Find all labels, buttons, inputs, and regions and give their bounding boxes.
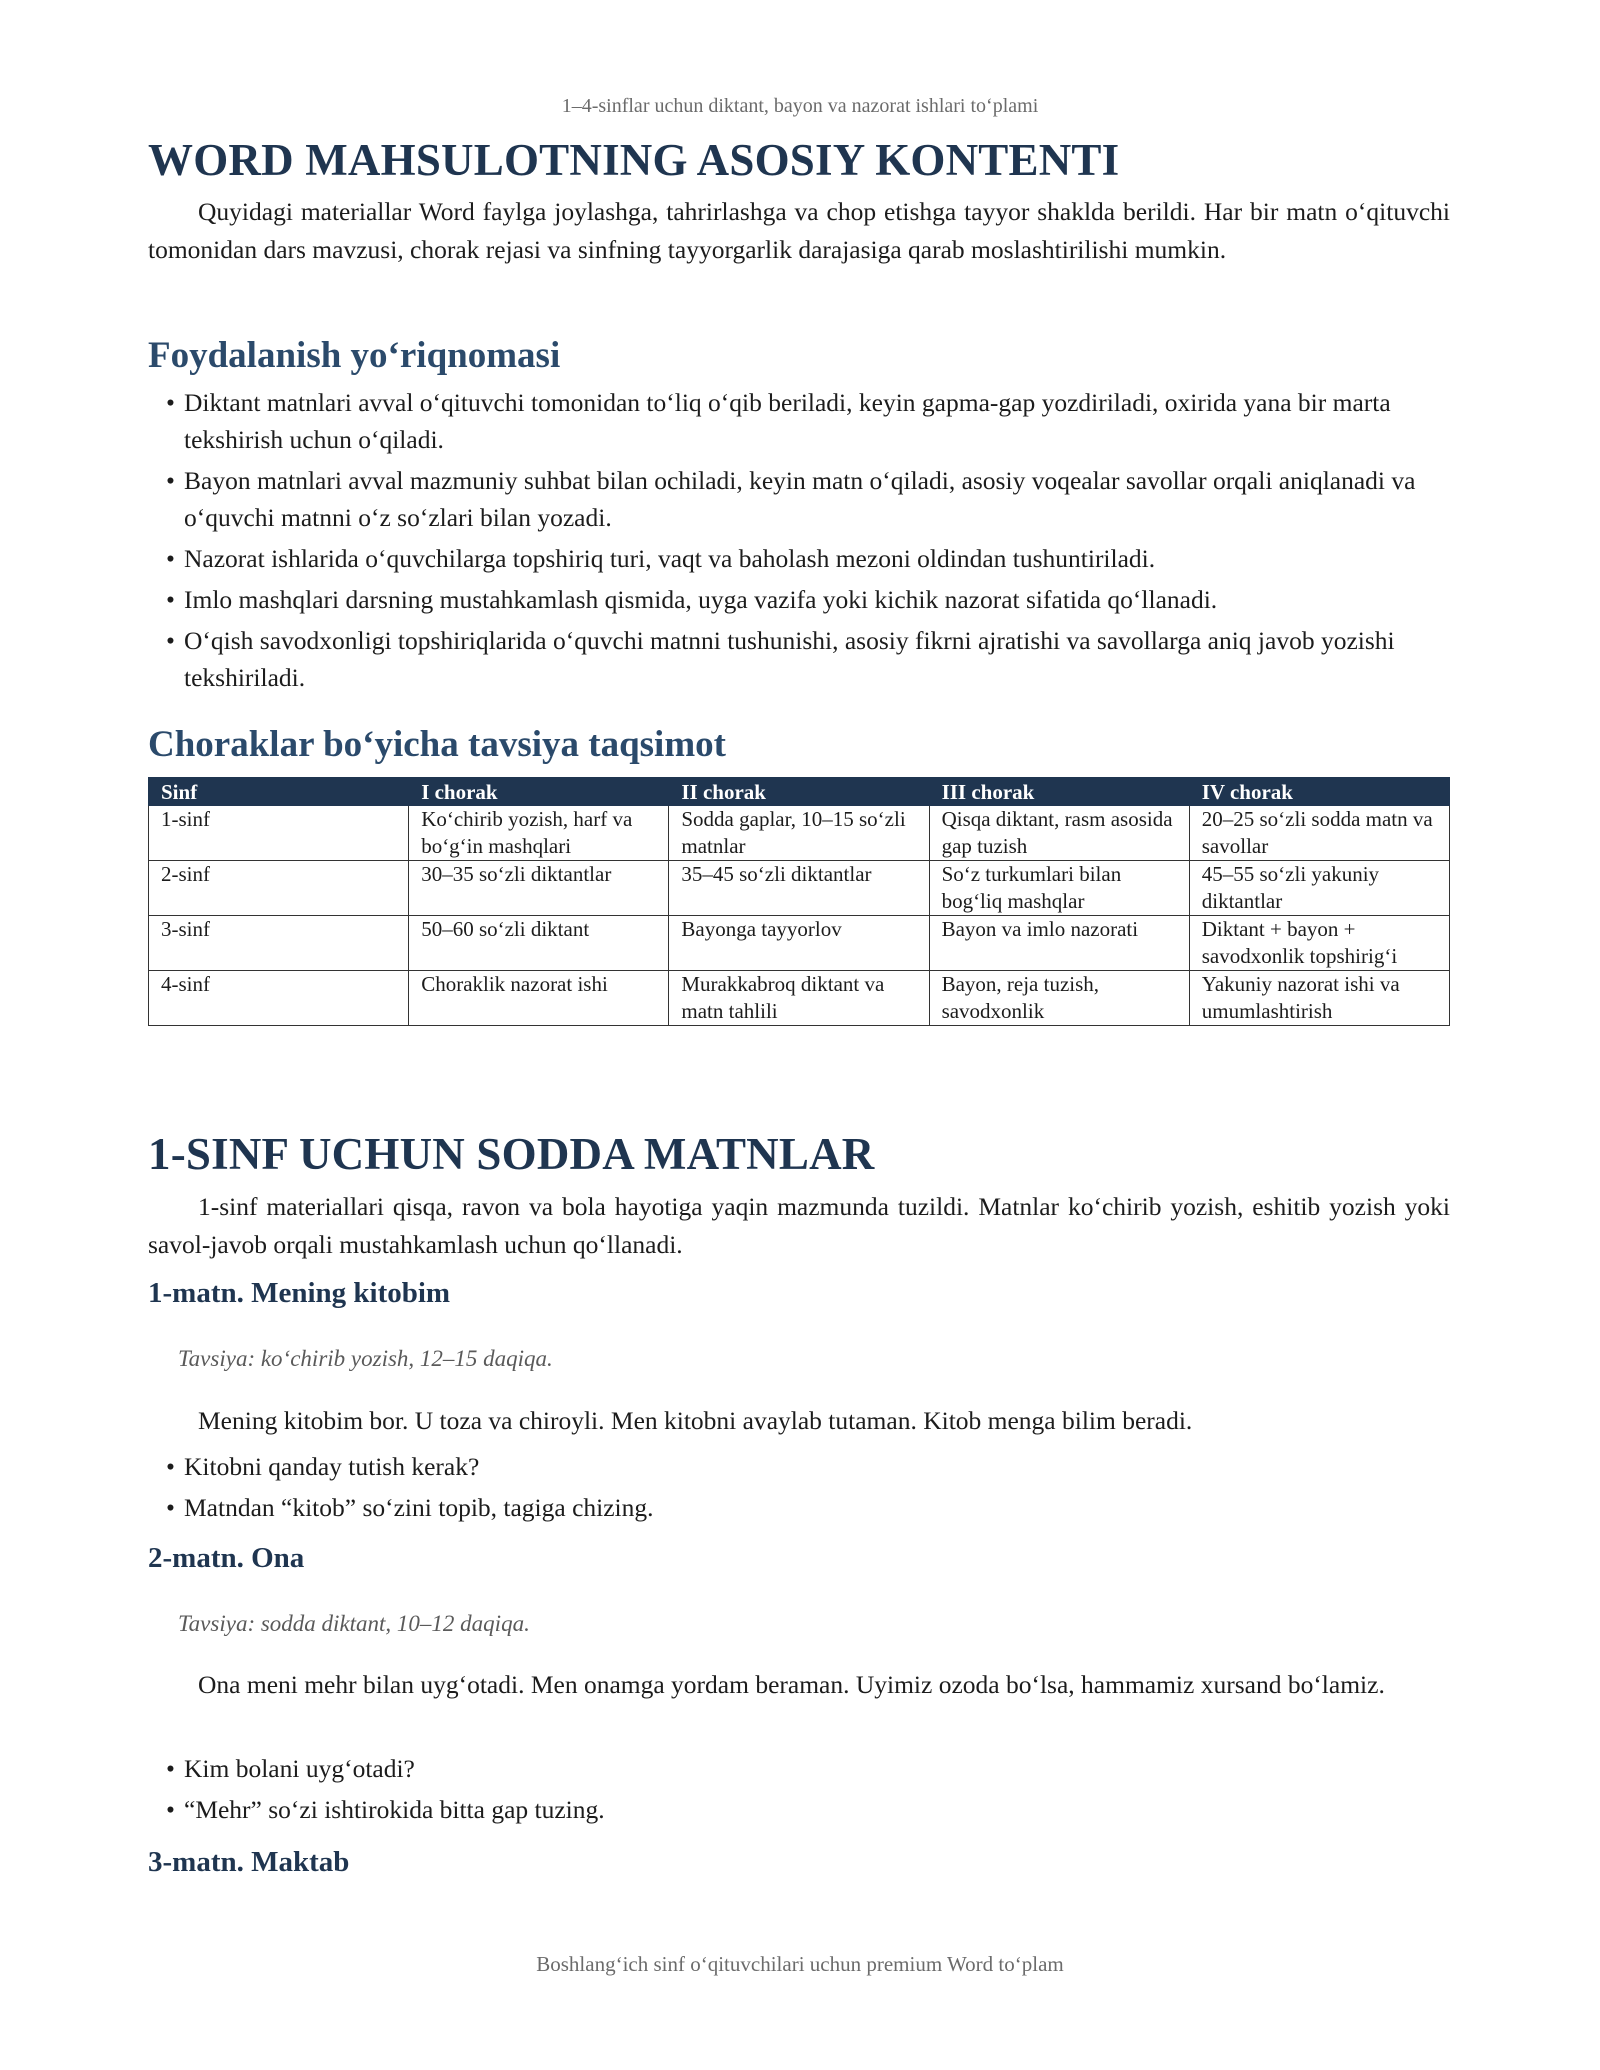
table-cell: Diktant + bayon + savodxonlik topshirig‘i [1189, 916, 1449, 971]
guide-item-text: Bayon matnlari avval mazmuniy suhbat bilan ochiladi, keyin matn o‘qiladi, asosiy voqealar savollar orqali aniqlanadi va o‘quvchi matnni o‘z so‘zlari bilan yozadi. [184, 466, 1416, 532]
question-text: Kim bolani uyg‘otadi? [184, 1754, 415, 1783]
table-cell: Murakkabroq diktant va matn tahlili [669, 971, 929, 1026]
table-cell: Yakuniy nazorat ishi va umumlashtirish [1189, 971, 1449, 1026]
question-item [166, 1750, 1456, 1787]
table-cell: 4-sinf [149, 971, 409, 1026]
question-item [166, 1791, 1456, 1828]
table-row [149, 806, 1450, 861]
text-title: 2-matn. Ona [148, 1542, 305, 1574]
text-body: Mening kitobim bor. U toza va chiroyli. Men kitobni avaylab tutaman. Kitob menga bilim beradi. [198, 1406, 1193, 1435]
table-header-cell: IV chorak [1189, 778, 1449, 806]
guide-list-item [166, 581, 1456, 618]
grade-one-intro-paragraph: 1-sinf materiallari qisqa, ravon va bola hayotiga yaqin mazmunda tuzildi. Matnlar ko‘chirib yozish, eshitib yozish yoki savol-javob orqali mustahkamlash uchun qo‘llanadi. [148, 1192, 1450, 1259]
table-header-cell: Sinf [149, 778, 409, 806]
table-cell: 50–60 so‘zli diktant [409, 916, 669, 971]
guide-heading: Foydalanish yo‘riqnomasi [148, 335, 561, 376]
table-header-row [149, 778, 1450, 806]
bullet-icon: • [166, 1493, 175, 1522]
question-text: Kitobni qanday tutish kerak? [184, 1452, 480, 1481]
running-footer: Boshlang‘ich sinf o‘qituvchilari uchun premium Word to‘plam [536, 1952, 1064, 1976]
table-cell: So‘z turkumlari bilan bog‘liq mashqlar [929, 861, 1189, 916]
recommendation-note: Tavsiya: sodda diktant, 10–12 daqiqa. [178, 1611, 530, 1636]
table-header-cell: II chorak [669, 778, 929, 806]
question-item [166, 1489, 1456, 1526]
guide-list-item [166, 622, 1456, 696]
table-header-cell: I chorak [409, 778, 669, 806]
guide-item-text: Nazorat ishlarida o‘quvchilarga topshiriq turi, vaqt va baholash mezoni oldindan tushuntiriladi. [184, 544, 1156, 573]
bullet-icon: • [166, 466, 175, 495]
text-title: 3-matn. Maktab [148, 1846, 350, 1878]
table-cell: Bayon va imlo nazorati [929, 916, 1189, 971]
bullet-icon: • [166, 544, 175, 573]
table-heading: Choraklar bo‘yicha tavsiya taqsimot [148, 724, 726, 765]
bullet-icon: • [166, 585, 175, 614]
text-title: 1-matn. Mening kitobim [148, 1277, 451, 1309]
table-cell: Bayon, reja tuzish, savodxonlik [929, 971, 1189, 1026]
table-cell: 45–55 so‘zli yakuniy diktantlar [1189, 861, 1449, 916]
guide-item-text: O‘qish savodxonligi topshiriqlarida o‘quvchi matnni tushunishi, asosiy fikrni ajratishi va savollarga aniq javob yozishi tekshiriladi. [184, 626, 1395, 692]
table-cell: 20–25 so‘zli sodda matn va savollar [1189, 806, 1449, 861]
bullet-icon: • [166, 626, 175, 655]
bullet-icon: • [166, 1754, 175, 1783]
question-list [148, 1750, 1456, 1832]
section-title-main-content: WORD MAHSULOTNING ASOSIY KONTENTI [148, 135, 1120, 185]
question-list [148, 1448, 1456, 1530]
table-row [149, 971, 1450, 1026]
guide-list-item [166, 462, 1456, 536]
bullet-icon: • [166, 1452, 175, 1481]
table-header-cell: III chorak [929, 778, 1189, 806]
table-cell: 1-sinf [149, 806, 409, 861]
table-cell: 3-sinf [149, 916, 409, 971]
table-cell: Sodda gaplar, 10–15 so‘zli matnlar [669, 806, 929, 861]
table-cell: 35–45 so‘zli diktantlar [669, 861, 929, 916]
recommendation-note: Tavsiya: ko‘chirib yozish, 12–15 daqiqa. [178, 1346, 553, 1371]
table-cell: Qisqa diktant, rasm asosida gap tuzish [929, 806, 1189, 861]
table-cell: Bayonga tayyorlov [669, 916, 929, 971]
table-cell: Choraklik nazorat ishi [409, 971, 669, 1026]
guide-list-item [166, 540, 1456, 577]
text-body: Ona meni mehr bilan uyg‘otadi. Men onamga yordam beraman. Uyimiz ozoda bo‘lsa, hammamiz xursand bo‘lamiz. [198, 1670, 1385, 1699]
section-title-grade-one: 1-SINF UCHUN SODDA MATNLAR [148, 1129, 875, 1179]
question-text: “Mehr” so‘zi ishtirokida bitta gap tuzing. [184, 1795, 605, 1824]
question-text: Matndan “kitob” so‘zini topib, tagiga chizing. [184, 1493, 654, 1522]
guide-item-text: Imlo mashqlari darsning mustahkamlash qismida, uyga vazifa yoki kichik nazorat sifatida qo‘llanadi. [184, 585, 1218, 614]
table-row [149, 916, 1450, 971]
guide-list [148, 384, 1456, 700]
bullet-icon: • [166, 388, 175, 417]
quarter-distribution-table [148, 777, 1450, 1026]
section-intro-paragraph: Quyidagi materiallar Word faylga joylashga, tahrirlashga va chop etishga tayyor shaklda berildi. Har bir matn o‘qituvchi tomonidan dars mavzusi, chorak rejasi va sinfning tayyorgarlik darajasiga qarab moslashtirilishi mumkin. [148, 197, 1450, 264]
table-cell: 30–35 so‘zli diktantlar [409, 861, 669, 916]
bullet-icon: • [166, 1795, 175, 1824]
question-item [166, 1448, 1456, 1485]
table-cell: Ko‘chirib yozish, harf va bo‘g‘in mashqlari [409, 806, 669, 861]
running-header: 1–4-sinflar uchun diktant, bayon va nazorat ishlari to‘plami [561, 95, 1039, 117]
table-cell: 2-sinf [149, 861, 409, 916]
guide-item-text: Diktant matnlari avval o‘qituvchi tomonidan to‘liq o‘qib beriladi, keyin gapma-gap yozdiriladi, oxirida yana bir marta tekshirish uchun o‘qiladi. [184, 388, 1391, 454]
table-row [149, 861, 1450, 916]
guide-list-item [166, 384, 1456, 458]
